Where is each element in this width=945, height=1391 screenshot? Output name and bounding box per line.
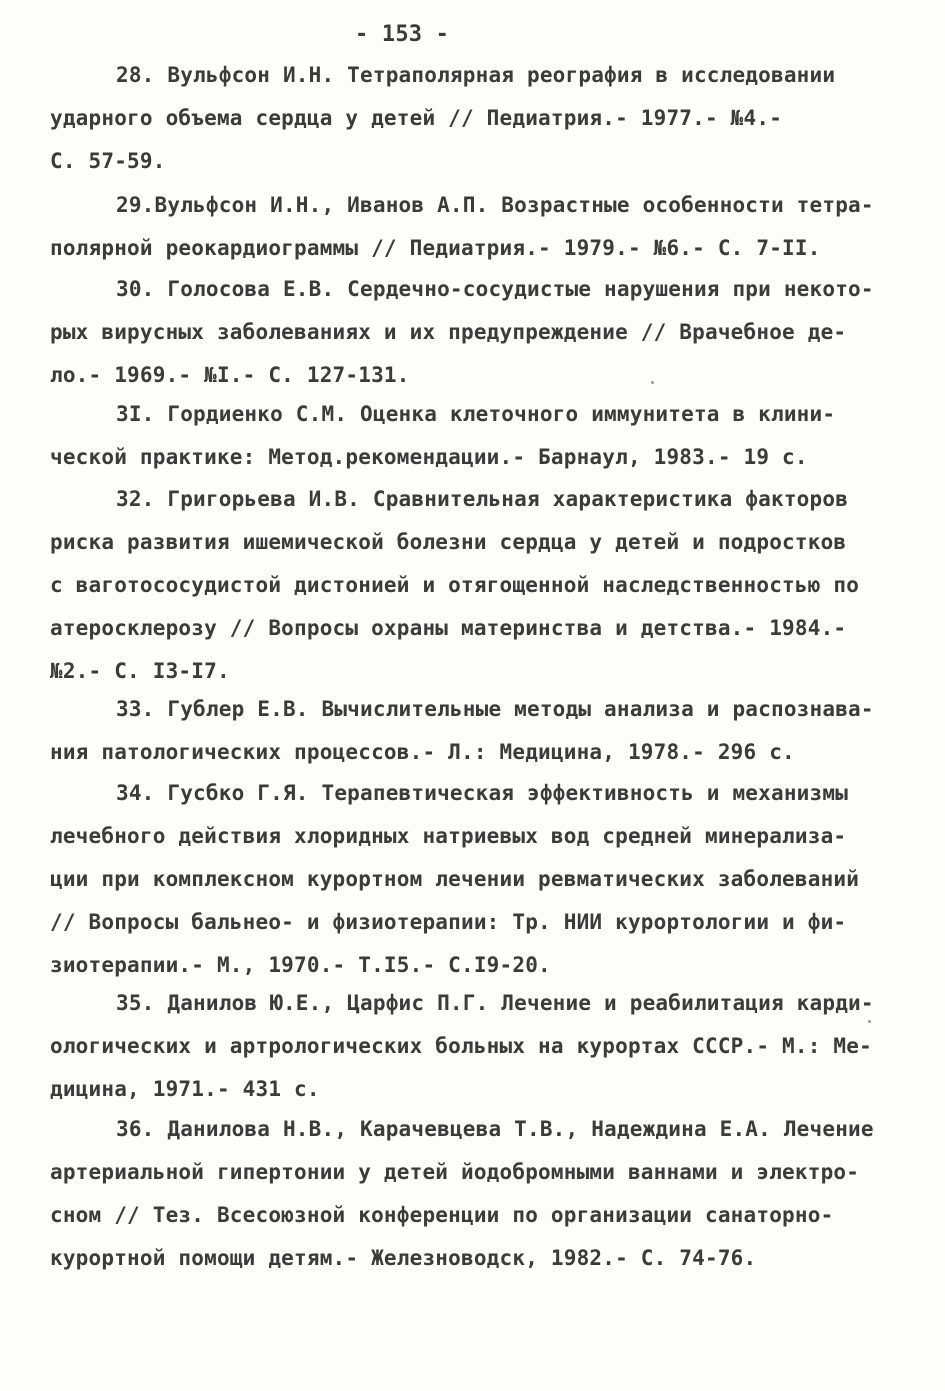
reference-entry-28 — [50, 54, 890, 183]
reference-line: 34. Гусбко Г.Я. Терапевтическая эффективность и механизмы — [116, 781, 849, 805]
reference-line: рых вирусных заболеваниях и их предупреждение // Врачебное де- — [50, 320, 847, 344]
reference-line: ческой практике: Метод.рекомендации.- Барнаул, 1983.- 19 с. — [50, 445, 808, 469]
reference-line: ударного объема сердца у детей // Педиатрия.- 1977.- №4.- — [50, 106, 783, 130]
reference-line: ло.- 1969.- №I.- С. 127-131. — [50, 363, 410, 387]
reference-line: ния патологических процессов.- Л.: Медицина, 1978.- 296 с. — [50, 740, 795, 764]
reference-line: ологических и артрологических больных на курортах СССР.- М.: Ме- — [50, 1034, 872, 1058]
reference-line: полярной реокардиограммы // Педиатрия.- 1979.- №6.- С. 7-II. — [50, 236, 821, 260]
reference-line: 28. Вульфсон И.Н. Тетраполярная реография в исследовании — [116, 63, 836, 87]
page-number: - 153 - — [355, 22, 450, 47]
reference-line: 32. Григорьева И.В. Сравнительная характеристика факторов — [116, 487, 849, 511]
reference-entry-33 — [50, 688, 890, 774]
reference-line: атеросклерозу // Вопросы охраны материнства и детства.- 1984.- — [50, 616, 847, 640]
reference-entry-32 — [50, 478, 890, 693]
scan-speck — [651, 381, 654, 384]
reference-line: зиотерапии.- М., 1970.- Т.I5.- С.I9-20. — [50, 953, 551, 977]
reference-line: риска развития ишемической болезни сердца у детей и подростков — [50, 530, 847, 554]
reference-entry-31 — [50, 393, 890, 479]
reference-line: лечебного действия хлоридных натриевых вод средней минерализа- — [50, 824, 847, 848]
reference-line: ции при комплексном курортном лечении ревматических заболеваний — [50, 867, 860, 891]
reference-line: сном // Тез. Всесоюзной конференции по организации санаторно- — [50, 1203, 834, 1227]
reference-entry-34 — [50, 772, 890, 987]
reference-line: // Вопросы бальнео- и физиотерапии: Тр. НИИ курортологии и фи- — [50, 910, 847, 934]
reference-line: 36. Данилова Н.В., Карачевцева Т.В., Надеждина Е.А. Лечение — [116, 1117, 874, 1141]
reference-line: артериальной гипертонии у детей йодобромными ваннами и электро- — [50, 1160, 860, 1184]
reference-line: с ваготососудистой дистонией и отягощенной наследственностью по — [50, 573, 860, 597]
reference-line: 29.Вульфсон И.Н., Иванов А.П. Возрастные особенности тетра- — [116, 193, 874, 217]
reference-entry-30 — [50, 268, 890, 397]
scan-speck — [868, 1020, 871, 1023]
reference-entry-36 — [50, 1108, 890, 1280]
reference-line: дицина, 1971.- 431 с. — [50, 1077, 320, 1101]
reference-entry-29 — [50, 184, 890, 270]
reference-line: №2.- С. I3-I7. — [50, 659, 230, 683]
reference-line: 33. Гублер Е.В. Вычислительные методы анализа и распознава- — [116, 697, 874, 721]
reference-line: 30. Голосова Е.В. Сердечно-сосудистые нарушения при некото- — [116, 277, 874, 301]
reference-line: курортной помощи детям.- Железноводск, 1982.- С. 74-76. — [50, 1246, 757, 1270]
reference-line: 35. Данилов Ю.Е., Царфис П.Г. Лечение и реабилитация карди- — [116, 991, 874, 1015]
reference-line: 3I. Гордиенко С.М. Оценка клеточного иммунитета в клини- — [116, 402, 836, 426]
reference-entry-35 — [50, 982, 890, 1111]
reference-line: С. 57-59. — [50, 149, 166, 173]
